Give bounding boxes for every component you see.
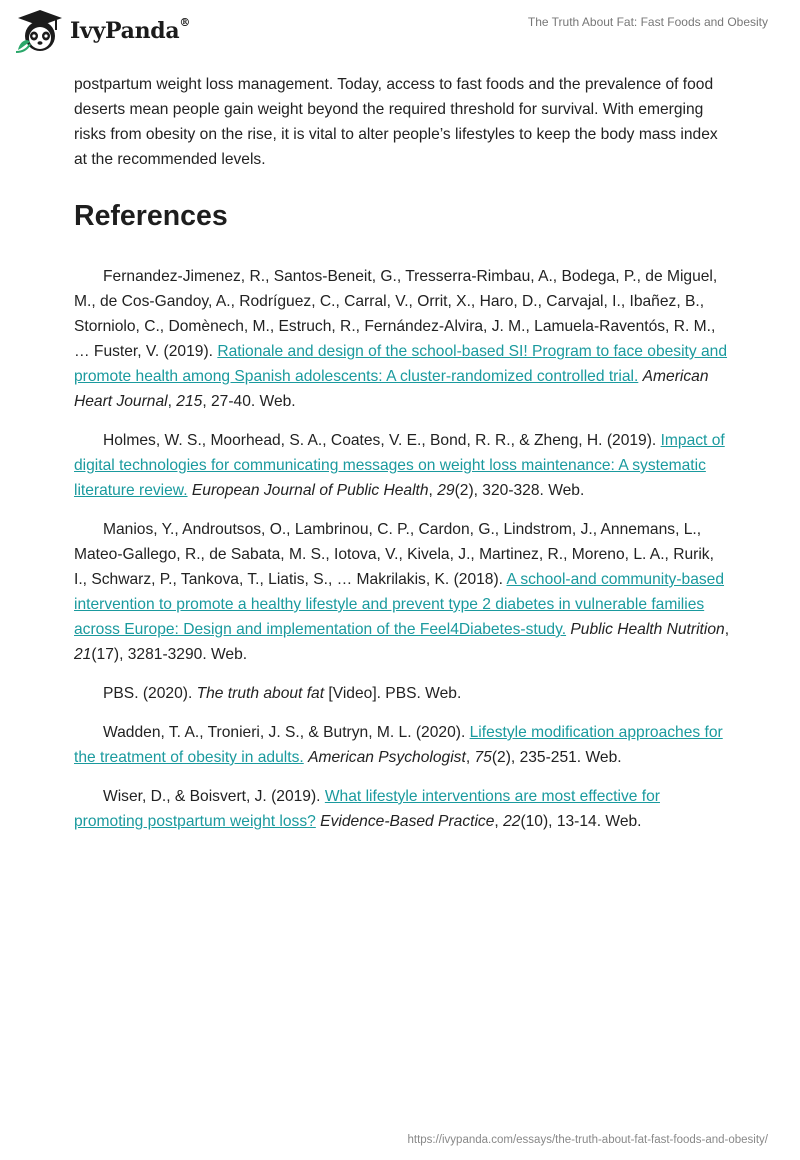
reference-link[interactable]: A school-and community-based intervention to promote a healthy lifestyle and prevent type 2 diabetes in vulnerable families across Europe: Design and implementation of the Feel4Diabetes-study. <box>74 571 725 638</box>
reference-pages: (2), 235-251. Web. <box>491 749 622 766</box>
reference-item: Fernandez-Jimenez, R., Santos-Beneit, G., Tresserra-Rimbau, A., Bodega, P., de Miguel, M., de Cos-Gandoy, A., Rodríguez, C., Carral, V., Orrit, X., Haro, D., Carvajal, I., Ibañez, B., Storniolo, C., Domènech, M., Estruch, R., Fernández-Alvira, J. M., Lamuela-Raventós, R. M., … Fuster, V. (2019). Rationale and design of the school-based SI! Program to face obesity and promote health among Spanish adolescents: A cluster-randomized controlled trial. American Heart Journal, 215, 27-40. Web. <box>74 268 728 410</box>
logo-text: IvyPanda® <box>70 16 191 44</box>
page-header <box>0 0 800 66</box>
reference-link[interactable]: Impact of digital technologies for communicating messages on weight loss maintenance: A systematic literature review. <box>74 432 725 499</box>
reference-item <box>74 681 730 706</box>
panda-logo-icon <box>14 8 66 54</box>
reference-authors: Wadden, T. A., Tronieri, J. S., & Butryn, M. L. (2020). <box>103 724 470 741</box>
document-body <box>74 72 730 848</box>
reference-authors: Holmes, W. S., Moorhead, S. A., Coates, V. E., Bond, R. R., & Zheng, H. (2019). <box>103 432 661 449</box>
reference-pages: (10), 13-14. Web. <box>520 813 642 830</box>
reference-item: Manios, Y., Androutsos, O., Lambrinou, C. P., Cardon, G., Lindstrom, J., Annemans, L., Mateo-Gallego, R., de Sabata, M. S., Iotova, V., Kivela, J., Martinez, R., Moreno, L. A., Rurik, I., Schwarz, P., Tankova, T., Liatis, S., … Makrilakis, K. (2018). A school-and community-based intervention to promote a healthy lifestyle and prevent type 2 diabetes in vulnerable families across Europe: Design and implementation of the Feel4Diabetes-study. Public Health Nutrition, 21(17), 3281-3290. Web. <box>74 521 730 663</box>
reference-link[interactable]: Rationale and design of the school-based SI! Program to face obesity and promote health among Spanish adolescents: A cluster-randomized controlled trial. <box>74 343 728 385</box>
reference-item: Holmes, W. S., Moorhead, S. A., Coates, V. E., Bond, R. R., & Zheng, H. (2019). Impact of digital technologies for communicating messages on weight loss maintenance: A systematic literature review. European Journal of Public Health, 29(2), 320-328. Web. <box>74 432 725 499</box>
reference-journal: European Journal of Public Health <box>191 482 429 499</box>
reference-volume: 21 <box>74 646 92 663</box>
reference-journal: American Heart Journal <box>74 368 709 410</box>
reference-authors: Manios, Y., Androutsos, O., Lambrinou, C. P., Cardon, G., Lindstrom, J., Annemans, L., Mateo-Gallego, R., de Sabata, M. S., Iotova, V., Kivela, J., Martinez, R., Moreno, L. A., Rurik, I., Schwarz, P., Tankova, T., Liatis, S., … Makrilakis, K. (2018). <box>74 521 714 588</box>
reference-journal: Evidence-Based Practice <box>320 813 495 830</box>
reference-list <box>74 264 730 834</box>
reference-volume: 29 <box>437 482 455 499</box>
reference-item: Wiser, D., & Boisvert, J. (2019). What lifestyle interventions are most effective for promoting postpartum weight loss? Evidence-Based Practice, 22(10), 13-14. Web. <box>74 788 660 830</box>
reference-authors: PBS. (2020). <box>103 685 197 702</box>
reference-pages: (17), 3281-3290. Web. <box>91 646 248 663</box>
reference-item: Wadden, T. A., Tronieri, J. S., & Butryn, M. L. (2020). Lifestyle modification approaches for the treatment of obesity in adults. American Psychologist, 75(2), 235-251. Web. <box>74 724 723 766</box>
reference-volume: 75 <box>474 749 492 766</box>
reference-journal: American Psychologist <box>308 749 466 766</box>
reference-authors: Wiser, D., & Boisvert, J. (2019). <box>103 788 325 805</box>
reference-volume: 22 <box>503 813 521 830</box>
ivypanda-logo[interactable] <box>14 8 190 54</box>
intro-paragraph: postpartum weight loss management. Today, access to fast foods and the prevalence of food deserts mean people gain weight beyond the required threshold for survival. With emerging risks from obesity on the rise, it is vital to alter people’s lifestyles to keep the body mass index at the recommended levels. <box>74 76 718 168</box>
reference-journal: Public Health Nutrition <box>570 621 725 638</box>
reference-pages: (2), 320-328. Web. <box>454 482 585 499</box>
reference-link[interactable]: What lifestyle interventions are most effective for promoting postpartum weight loss? <box>74 788 660 830</box>
reference-pages: [Video]. PBS. Web. <box>324 685 462 702</box>
reference-authors: Fernandez-Jimenez, R., Santos-Beneit, G., Tresserra-Rimbau, A., Bodega, P., de Miguel, M., de Cos-Gandoy, A., Rodríguez, C., Carral, V., Orrit, X., Haro, D., Carvajal, I., Ibañez, B., Storniolo, C., Domènech, M., Estruch, R., Fernández-Alvira, J. M., Lamuela-Raventós, R. M., … Fuster, V. (2019). <box>74 268 718 360</box>
reference-link[interactable]: Lifestyle modification approaches for the treatment of obesity in adults. <box>74 724 723 766</box>
document-title: The Truth About Fat: Fast Foods and Obesity <box>527 15 768 29</box>
reference-pages: , 27-40. Web. <box>202 393 296 410</box>
footer-url[interactable]: https://ivypanda.com/essays/the-truth-about-fat-fast-foods-and-obesity/ <box>407 1134 768 1146</box>
reference-volume: 215 <box>176 393 203 410</box>
references-heading: References <box>74 200 228 232</box>
reference-title: The truth about fat <box>196 685 325 702</box>
